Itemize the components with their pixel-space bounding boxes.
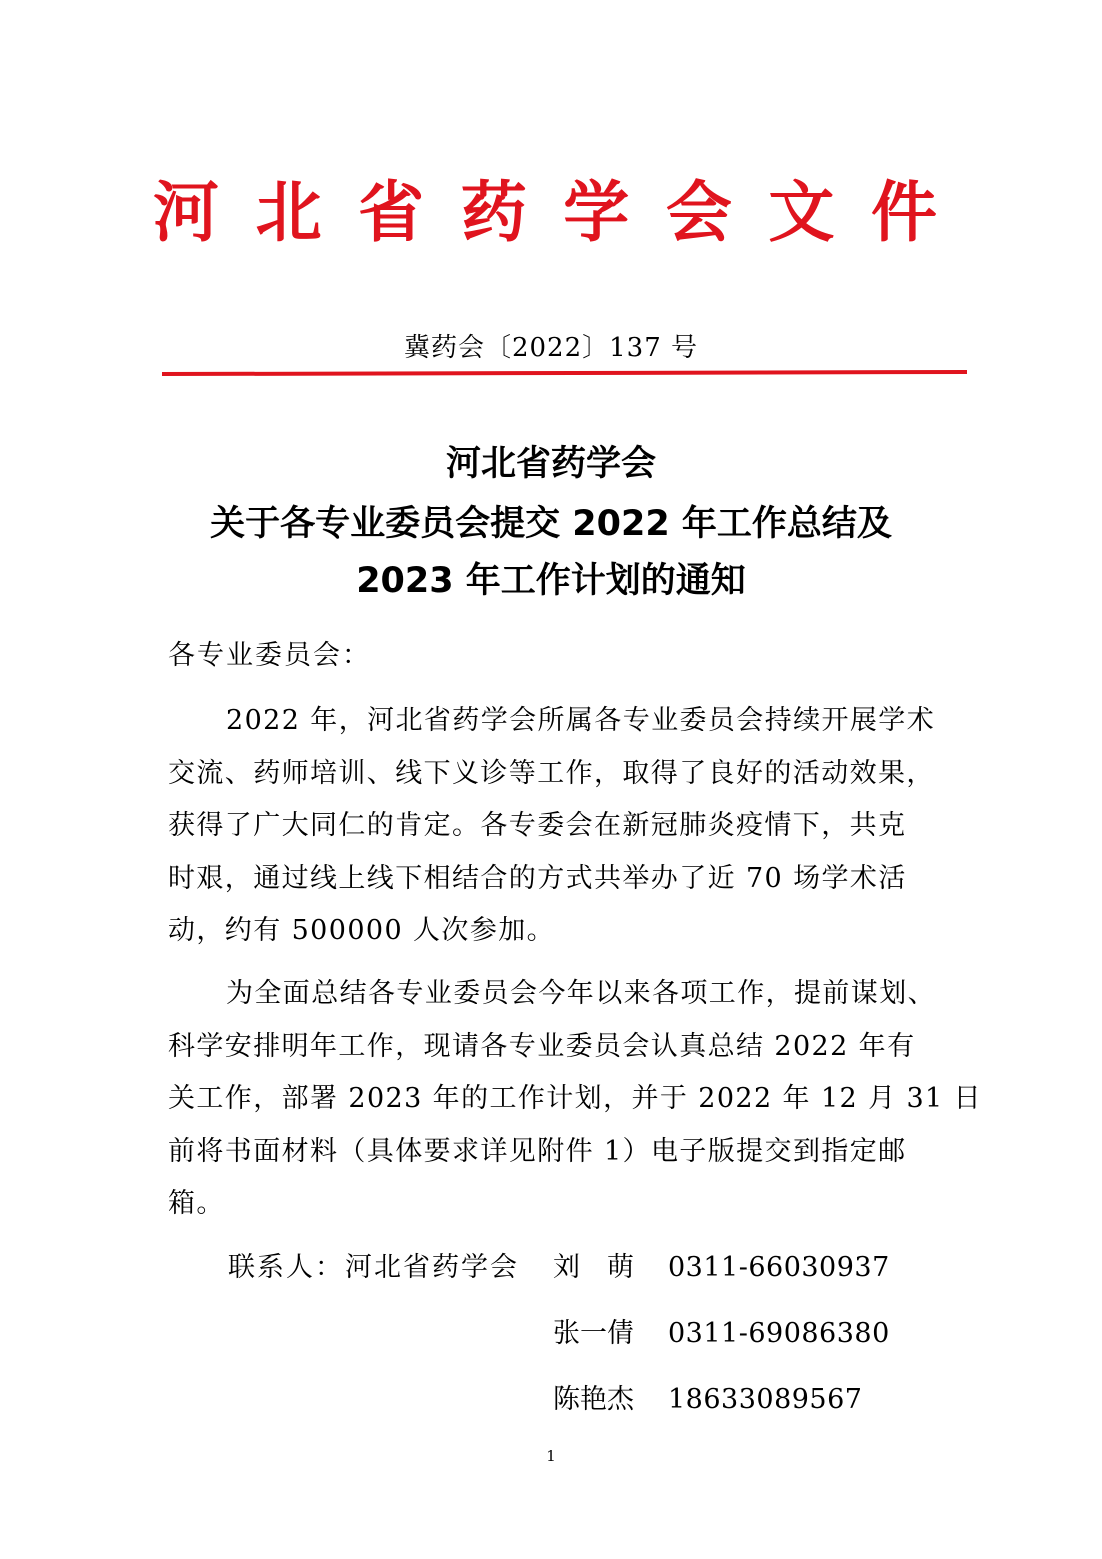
contact-phone: 18633089567 (668, 1384, 863, 1415)
notice-title-line-1: 河北省药学会 (445, 444, 656, 484)
paragraph-line: 获得了广大同仁的肯定。各专委会在新冠肺炎疫情下，共克 (168, 810, 907, 841)
contact-name: 张一倩 (553, 1318, 634, 1349)
paragraph-line: 前将书面材料（具体要求详见附件 1）电子版提交到指定邮 (168, 1135, 907, 1167)
masthead-char: 河 (153, 174, 219, 251)
page-number: 1 (546, 1447, 556, 1465)
masthead-title (150, 168, 940, 258)
masthead-char: 件 (870, 174, 937, 251)
masthead-char: 省 (358, 174, 425, 251)
contact-phone: 0311-69086380 (668, 1318, 890, 1349)
paragraph-line: 时艰，通过线上线下相结合的方式共举办了近 70 场学术活 (168, 862, 907, 894)
paragraph-line: 科学安排明年工作，现请各专业委员会认真总结 2022 年有 (168, 1030, 916, 1062)
paragraph-line: 关工作，部署 2023 年的工作计划，并于 2022 年 12 月 31 日 (168, 1083, 982, 1114)
paragraph-line: 箱。 (168, 1188, 225, 1219)
contact-phone: 0311-66030937 (668, 1252, 890, 1283)
body-paragraph-1 (168, 695, 938, 958)
contact-organization: 河北省药学会 (345, 1252, 519, 1283)
contact-label: 联系人： (228, 1252, 344, 1283)
contact-name: 刘 萌 (553, 1252, 634, 1283)
paragraph-line: 为全面总结各专业委员会今年以来各项工作，提前谋划、 (226, 978, 936, 1009)
paragraph-line: 2022 年，河北省药学会所属各专业委员会持续开展学术 (226, 705, 936, 736)
masthead-char: 学 (563, 174, 630, 251)
masthead-char: 药 (460, 174, 527, 251)
notice-title-line-2: 关于各专业委员会提交 2022 年工作总结及 (210, 504, 892, 544)
paragraph-line: 交流、药师培训、线下义诊等工作，取得了良好的活动效果， (168, 757, 935, 789)
body-paragraph-2 (168, 968, 982, 1231)
masthead-char: 北 (255, 174, 322, 251)
masthead-char: 文 (768, 174, 835, 251)
red-divider-line (162, 370, 967, 376)
salutation: 各专业委员会： (168, 640, 371, 671)
paragraph-line: 动，约有 500000 人次参加。 (168, 915, 556, 946)
masthead-char: 会 (665, 174, 732, 251)
notice-title-line-3: 2023 年工作计划的通知 (356, 561, 746, 601)
contact-name: 陈艳杰 (553, 1384, 634, 1415)
document-number: 冀药会〔2022〕137 号 (403, 333, 699, 363)
